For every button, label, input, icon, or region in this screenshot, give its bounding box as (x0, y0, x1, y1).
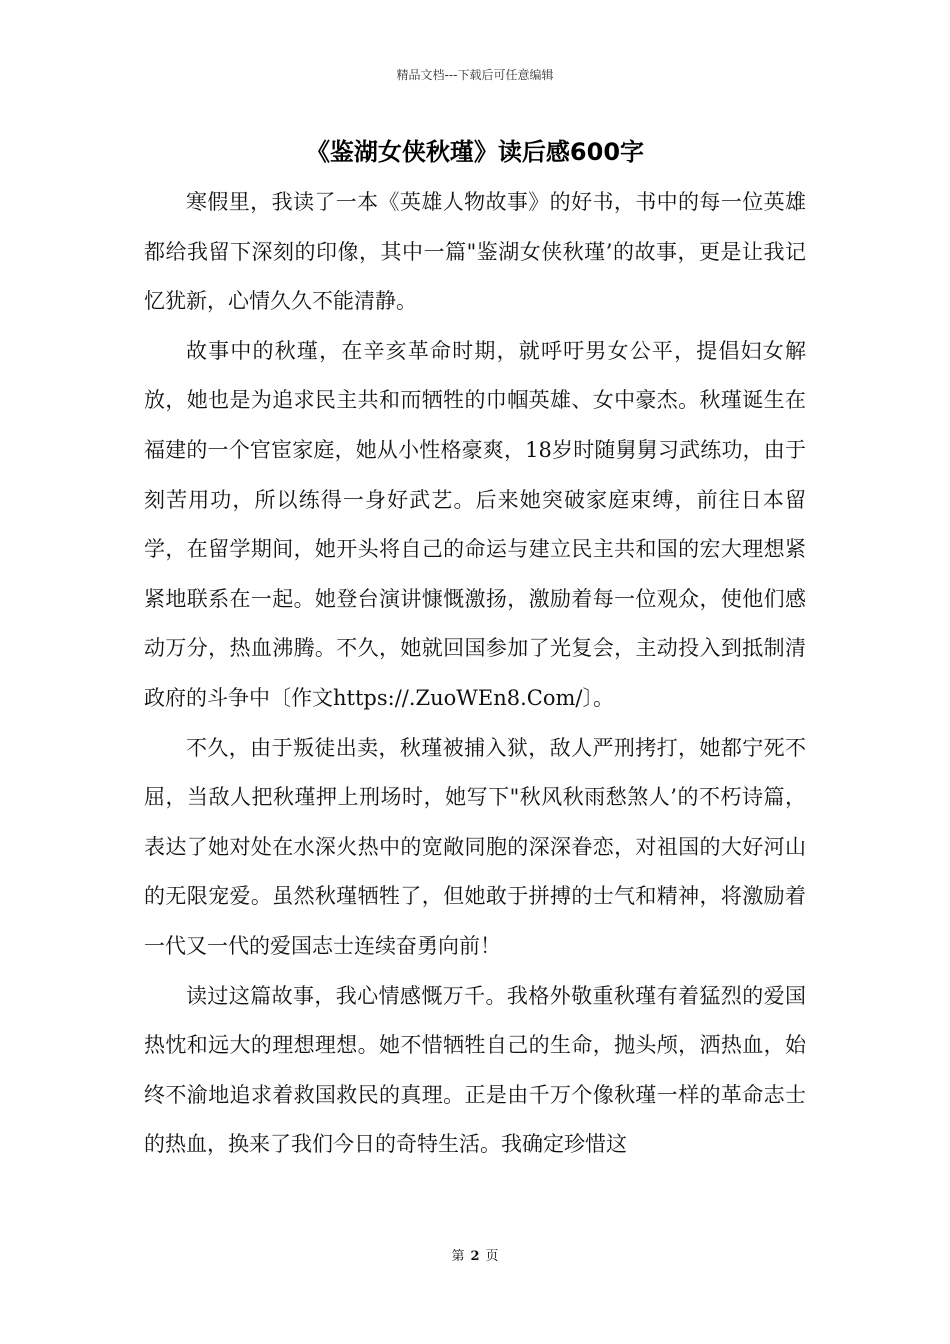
paragraph-4: 读过这篇故事，我心情感慨万千。我格外敬重秋瑾有着猛烈的爱国热忱和远大的理想理想。她不惜牺牲自己的生命，抛头颅，洒热血，始终不渝地追求着救国救民的真理。正是由千万个像秋瑾一样的革命志士的热血，换来了我们今日的奇特生活。我确定珍惜这 (144, 983, 806, 1157)
document-body (144, 178, 806, 1170)
page-number: 2 (470, 1249, 480, 1264)
footer-suffix: 页 (485, 1249, 499, 1264)
document-title: 《鉴湖女侠秋瑾》读后感600字 (305, 138, 645, 166)
header-text: 精品文档---下载后可任意编辑 (396, 68, 554, 82)
footer-prefix: 第 (451, 1249, 465, 1264)
paragraph-2: 故事中的秋瑾，在辛亥革命时期，就呼吁男女公平，提倡妇女解放，她也是为追求民主共和而牺牲的巾帼英雄、女中豪杰。秋瑾诞生在福建的一个官宦家庭，她从小性格豪爽，18岁时随舅舅习武练功，由于刻苦用功，所以练得一身好武艺。后来她突破家庭束缚，前往日本留学，在留学期间，她开头将自己的命运与建立民主共和国的宏大理想紧紧地联系在一起。她登台演讲慷慨激扬，激励着每一位观众，使他们感动万分，热血沸腾。不久，她就回国参加了光复会，主动投入到抵制清政府的斗争中〔作文https://.ZuoWEn8.Com/〕。 (144, 338, 806, 710)
page-header (0, 66, 950, 83)
paragraph-1: 寒假里，我读了一本《英雄人物故事》的好书，书中的每一位英雄都给我留下深刻的印像，其中一篇"鉴湖女侠秋瑾’的故事，更是让我记忆犹新，心情久久不能清静。 (144, 190, 806, 314)
paragraph-3: 不久，由于叛徒出卖，秋瑾被捕入狱，敌人严刑拷打，她都宁死不屈，当敌人把秋瑾押上刑场时，她写下"秋风秋雨愁煞人’的不朽诗篇，表达了她对处在水深火热中的宽敞同胞的深深眷恋，对祖国的大好河山的无限宠爱。虽然秋瑾牺牲了，但她敢于拼搏的士气和精神，将激励着一代又一代的爱国志士连续奋勇向前！ (144, 735, 806, 958)
page-footer (0, 1245, 950, 1264)
